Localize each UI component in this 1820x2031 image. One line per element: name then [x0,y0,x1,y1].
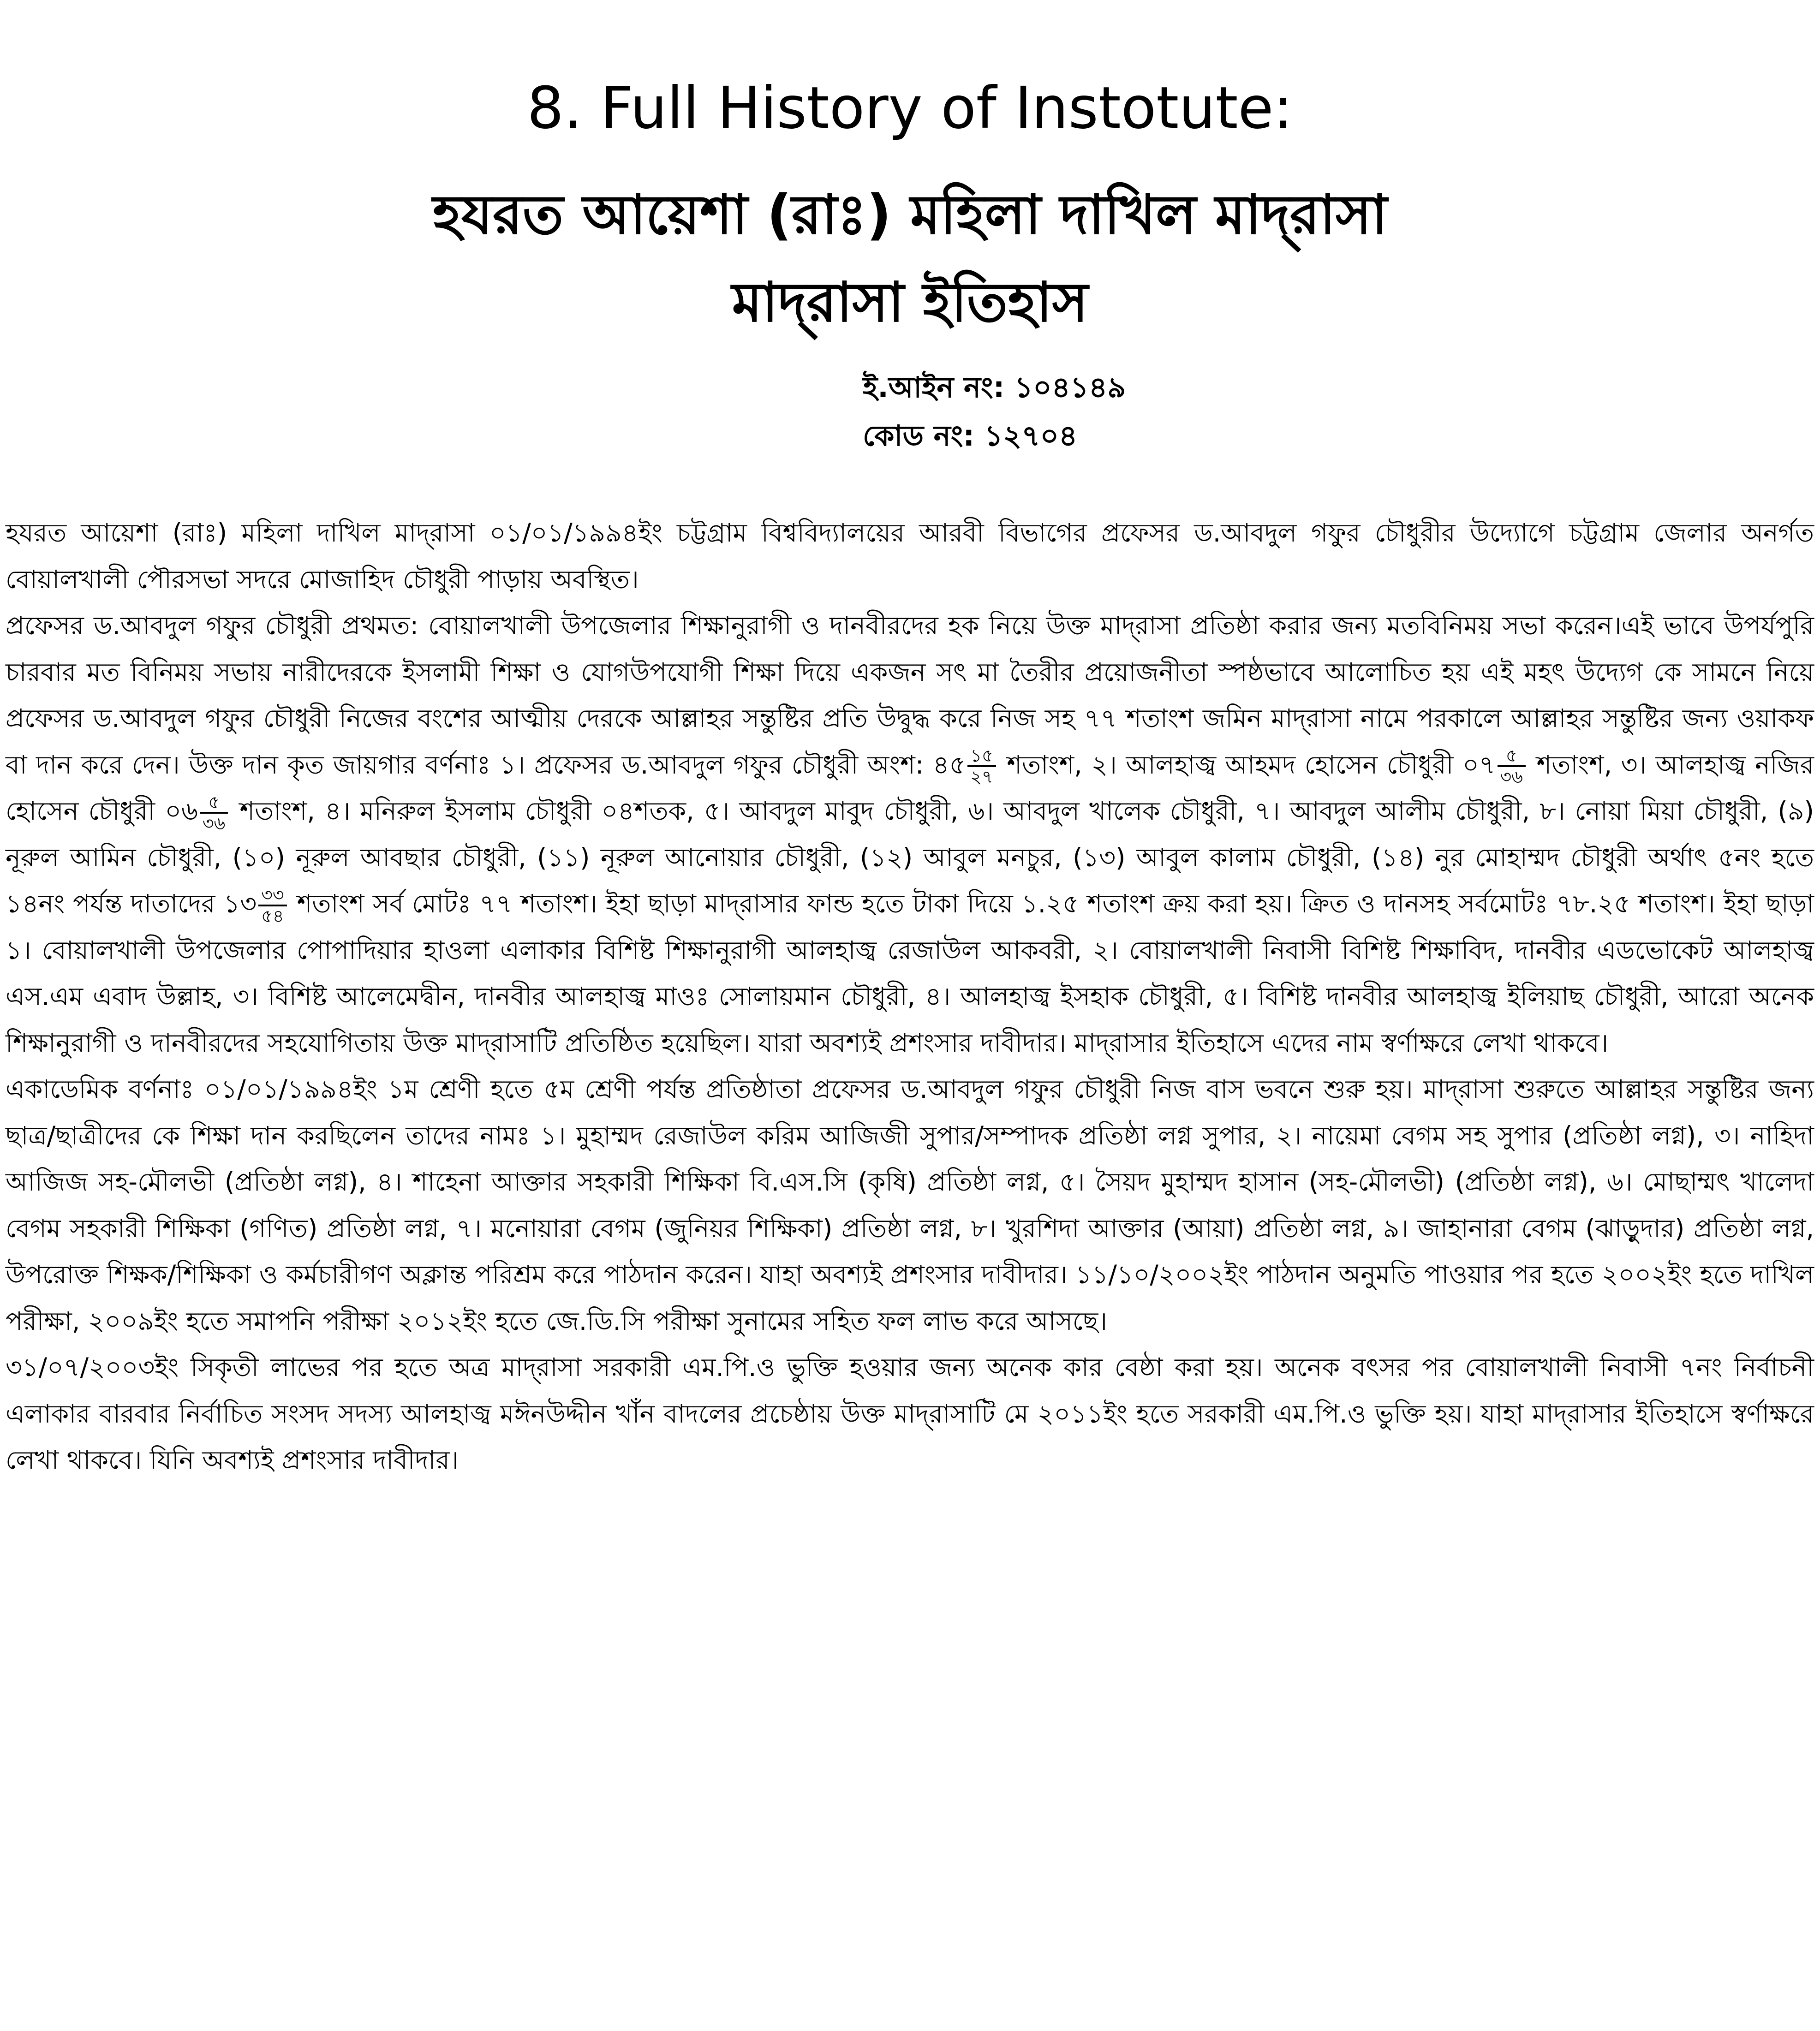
fraction-3-denominator: ৩৬ [202,813,226,834]
fraction-1-numerator: ১৫ [967,746,996,767]
fraction-2 [1498,746,1526,786]
institute-name-title: হযরত আয়েশা (রাঃ) মহিলা দাখিল মাদ্‌রাসা [432,183,1388,246]
history-subtitle: মাদ্‌রাসা ইতিহাস [732,270,1088,334]
donation-text-part-1: প্রফেসর ড.আবদুল গফুর চৌধুরী প্রথমত: বোয়ালখালী উপজেলার শিক্ষানুরাগী ও দানবীরদের হক নিয়ে উক্ত মাদ্‌রাসা প্রতিষ্ঠা করার জন্য মতবিনিময় সভা করেন।এই ভাবে উপর্যপুরি চারবার মত বিনিময় সভায় নারীদেরকে ইসলামী শিক্ষা ও যোগউপযোগী শিক্ষা দিয়ে একজন সৎ মা তৈরীর প্রয়োজনীতা স্পষ্ঠভাবে আলোচিত হয় এই মহৎ উদ্যেগ কে সামনে নিয়ে প্রফেসর ড.আবদুল গফুর চৌধুরী নিজের বংশের আত্মীয় দেরকে আল্লাহর সন্তুষ্টির প্রতি উদ্বুদ্ধ করে নিজ সহ ৭৭ শতাংশ জমিন মাদ্‌রাসা নামে পরকালে আল্লাহর সন্তুষ্টির জন্য ওয়াকফ বা দান করে দেন। উক্ত দান কৃত জায়গার বর্ণনাঃ ১। প্রফেসর ড.আবদুল গফুর চৌধুরী অংশ: ৪৫ [6,611,1814,780]
paragraph-mpo: ৩১/০৭/২০০৩ইং সিকৃতী লাভের পর হতে অত্র মাদ্‌রাসা সরকারী এম.পি.ও ভুক্তি হওয়ার জন্য অনেক কার বেষ্ঠা করা হয়। অনেক বৎসর পর বোয়ালখালী নিবাসী ৭নং নির্বাচনী এলাকার বারবার নির্বাচিত সংসদ সদস্য আলহাজ্ব মঈনউদ্দীন খাঁন বাদলের প্রচেষ্ঠায় উক্ত মাদ্‌রাসাটি মে ২০১১ইং হতে সরকারী এম.পি.ও ভুক্তি হয়। যাহা মাদ্‌রাসার ইতিহাসে স্বর্ণাক্ষরে লেখা থাকবে। যিনি অবশ্যই প্রশংসার দাবীদার। [6,1352,1814,1475]
fraction-4-denominator: ৫৪ [261,905,284,926]
code-number: কোড নং: ১২৭০৪ [863,419,1078,453]
fraction-3-numerator: ৫ [200,792,228,814]
english-title: 8. Full History of Instotute: [527,75,1293,142]
fraction-2-numerator: ৫ [1498,746,1526,767]
fraction-3 [200,792,228,833]
paragraph-founding: হযরত আয়েশা (রাঃ) মহিলা দাখিল মাদ্‌রাসা ০১/০১/১৯৯৪ইং চট্টগ্রাম বিশ্ববিদ্যালয়ের আরবী বিভাগের প্রফেসর ড.আবদুল গফুর চৌধুরীর উদ্যোগে চট্টগ্রাম জেলার অনর্গত বোয়ালখালী পৌরসভা সদরে মোজাহিদ চৌধুরী পাড়ায় অবস্থিত। [6,518,1814,594]
fraction-1-denominator: ২৭ [970,767,993,787]
history-body [6,510,1814,1483]
paragraph-academic: একাডেমিক বর্ণনাঃ ০১/০১/১৯৯৪ইং ১ম শ্রেণী হতে ৫ম শ্রেণী পর্যন্ত প্রতিষ্ঠাতা প্রফেসর ড.আবদুল গফুর চৌধুরী নিজ বাস ভবনে শুরু হয়। মাদ্‌রাসা শুরুতে আল্লাহর সন্তুষ্টির জন্য ছাত্র/ছাত্রীদের কে শিক্ষা দান করছিলেন তাদের নামঃ ১। মুহাম্মদ রেজাউল করিম আজিজী সুপার/সম্পাদক প্রতিষ্ঠা লগ্ন সুপার, ২। নায়েমা বেগম সহ সুপার (প্রতিষ্ঠা লগ্ন), ৩। নাহিদা আজিজ সহ-মৌলভী (প্রতিষ্ঠা লগ্ন), ৪। শাহেনা আক্তার সহকারী শিক্ষিকা বি.এস.সি (কৃষি) প্রতিষ্ঠা লগ্ন, ৫। সৈয়দ মুহাম্মদ হাসান (সহ-মৌলভী) (প্রতিষ্ঠা লগ্ন), ৬। মোছাম্মৎ খালেদা বেগম সহকারী শিক্ষিকা (গণিত) প্রতিষ্ঠা লগ্ন, ৭। মনোয়ারা বেগম (জুনিয়র শিক্ষিকা) প্রতিষ্ঠা লগ্ন, ৮। খুরশিদা আক্তার (আয়া) প্রতিষ্ঠা লগ্ন, ৯। জাহানারা বেগম (ঝাড়ুদার) প্রতিষ্ঠা লগ্ন, উপরোক্ত শিক্ষক/শিক্ষিকা ও কর্মচারীগণ অক্লান্ত পরিশ্রম করে পাঠদান করেন। যাহা অবশ্যই প্রশংসার দাবীদার। ১১/১০/২০০২ইং পাঠদান অনুমতি পাওয়ার পর হতে ২০০২ইং হতে দাখিল পরীক্ষা, ২০০৯ইং হতে সমাপনি পরীক্ষা ২০১২ইং হতে জে.ডি.সি পরীক্ষা সুনামের সহিত ফল লাভ করে আসছে। [6,1074,1814,1336]
fraction-2-denominator: ৩৬ [1500,767,1523,787]
donation-text-part-2: শতাংশ, ২। আলহাজ্ব আহমদ হোসেন চৌধুরী ০৭ [997,750,1496,780]
fraction-4-numerator: ৩৩ [258,885,286,906]
ein-number: ই.আইন নং: ১০৪১৪৯ [863,370,1126,404]
fraction-4 [258,885,286,926]
paragraph-donation [6,602,1814,1066]
donation-text-part-5: শতাংশ সর্ব মোটঃ ৭৭ শতাংশ। ইহা ছাড়া মাদ্‌রাসার ফান্ড হতে টাকা দিয়ে ১.২৫ শতাংশ ক্রয় করা হয়। ক্রিত ও দানসহ সর্বমোটঃ ৭৮.২৫ শতাংশ। ইহা ছাড়া ১। বোয়ালখালী উপজেলার পোপাদিয়ার হাওলা এলাকার বিশিষ্ট শিক্ষানুরাগী আলহাজ্ব রেজাউল আকবরী, ২। বোয়ালখালী নিবাসী বিশিষ্ট শিক্ষাবিদ, দানবীর এডভোকেট আলহাজ্ব এস.এম এবাদ উল্লাহ, ৩। বিশিষ্ট আলেমেদ্বীন, দানবীর আলহাজ্ব মাওঃ সোলায়মান চৌধুরী, ৪। আলহাজ্ব ইসহাক চৌধুরী, ৫। বিশিষ্ট দানবীর আলহাজ্ব ইলিয়াছ চৌধুরী, আরো অনেক শিক্ষানুরাগী ও দানবীরদের সহযোগিতায় উক্ত মাদ্‌রাসাটি প্রতিষ্ঠিত হয়েছিল। যারা অবশ্যই প্রশংসার দাবীদার। মাদ্‌রাসার ইতিহাসে এদের নাম স্বর্ণাক্ষরে লেখা থাকবে। [6,889,1814,1058]
donation-text-part-3: শতাংশ, ৩। আলহাজ্ব নজির হোসেন চৌধুরী ০৬ [6,750,1814,826]
fraction-1 [967,746,996,786]
donation-text-part-4: শতাংশ, ৪। মনিরুল ইসলাম চৌধুরী ০৪শতক, ৫। আবদুল মাবুদ চৌধুরী, ৬। আবদুল খালেক চৌধুরী, ৭। আবদুল আলীম চৌধুরী, ৮। নোয়া মিয়া চৌধুরী, (৯) নূরুল আমিন চৌধুরী, (১০) নূরুল আবছার চৌধুরী, (১১) নূরুল আনোয়ার চৌধুরী, (১২) আবুল মনচুর, (১৩) আবুল কালাম চৌধুরী, (১৪) নুর মোহাম্মদ চৌধুরী অর্থাৎ ৫নং হতে ১৪নং পর্যন্ত দাতাদের ১৩ [6,796,1814,918]
